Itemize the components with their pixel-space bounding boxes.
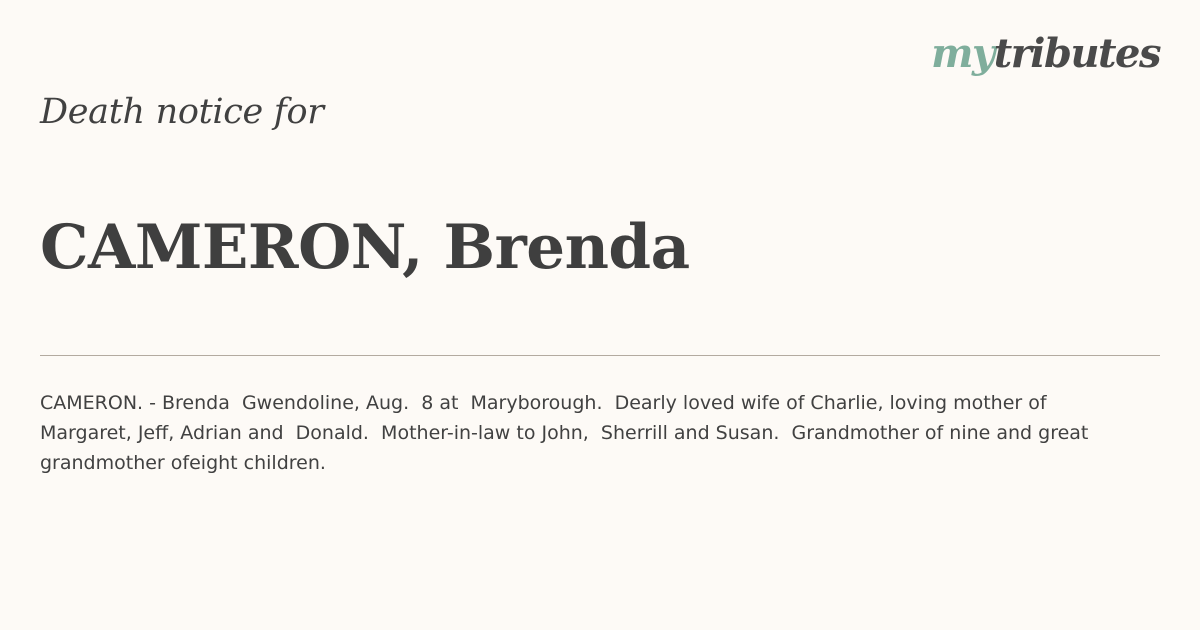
logo-tributes-text: tributes	[993, 30, 1160, 77]
divider	[40, 355, 1160, 356]
deceased-name: CAMERON, Brenda	[40, 212, 690, 283]
mytributes-logo[interactable]	[931, 30, 1160, 77]
notice-body: CAMERON. - Brenda Gwendoline, Aug. 8 at Maryborough. Dearly loved wife of Charlie, loving mother of Margaret, Jeff, Adrian and Donald. Mother-in-law to John, Sherrill and Susan. Grandmother of nine and great grandmother ofeight children.	[40, 392, 1095, 474]
notice-kicker: Death notice for	[40, 92, 324, 132]
logo-my-text: my	[931, 30, 994, 77]
